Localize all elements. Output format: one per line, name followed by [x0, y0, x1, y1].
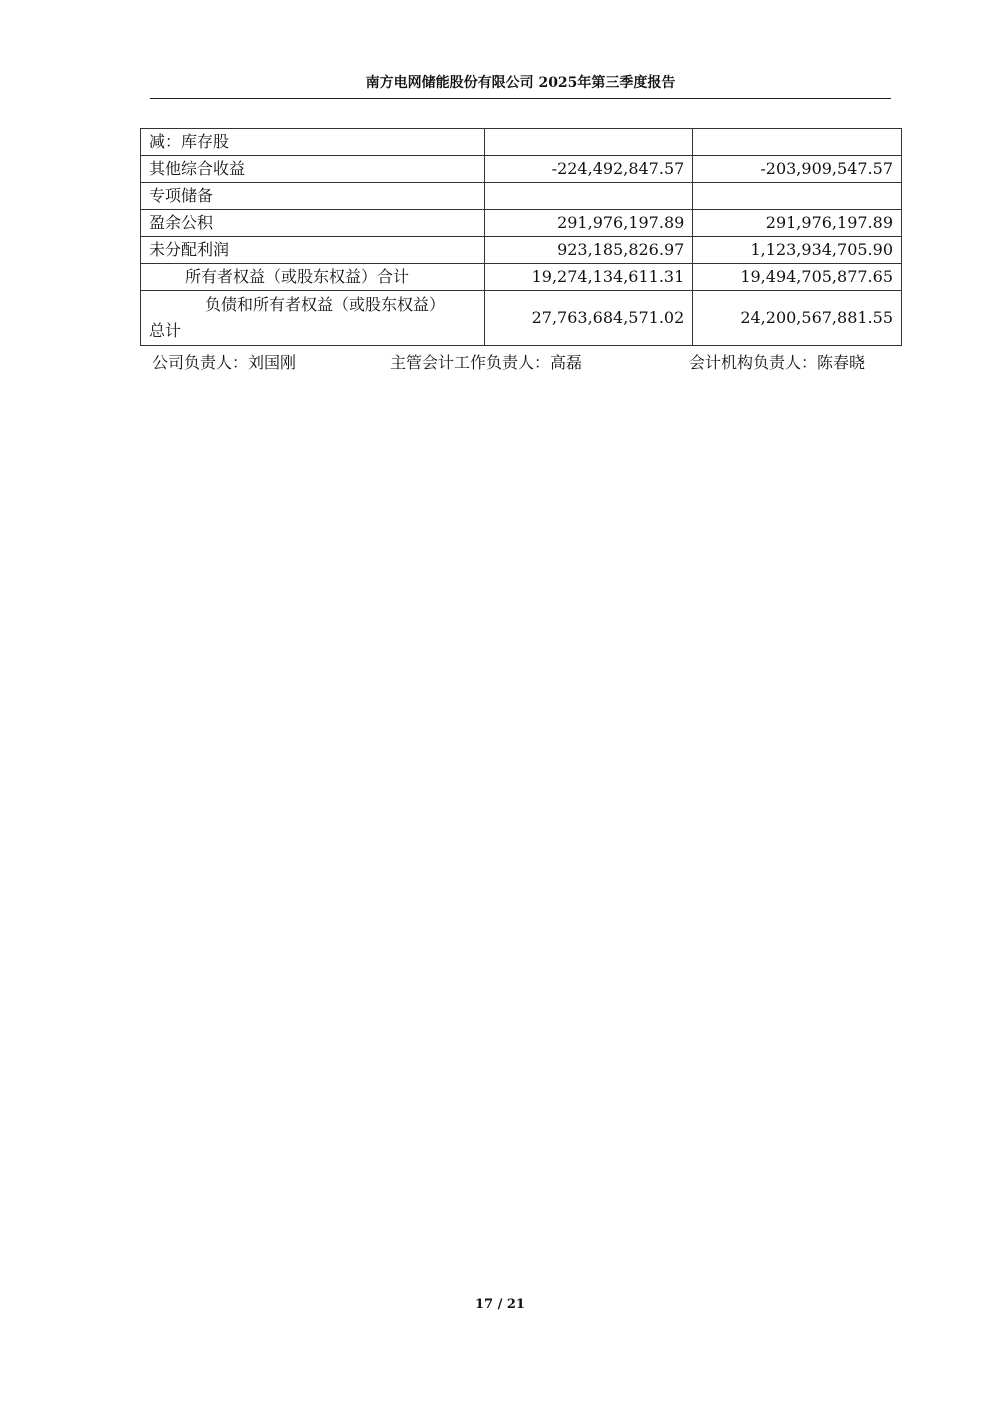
- row-label: 减：库存股: [141, 129, 485, 156]
- previous-period-value: 19,494,705,877.65: [693, 264, 902, 291]
- table-row: [141, 264, 902, 291]
- current-period-value: 27,763,684,571.02: [484, 291, 693, 346]
- accounting-head-signature: 主管会计工作负责人：高磊: [390, 353, 583, 372]
- current-period-value: [484, 129, 693, 156]
- current-period-value: 923,185,826.97: [484, 237, 693, 264]
- previous-period-value: 1,123,934,705.90: [693, 237, 902, 264]
- row-label: 盈余公积: [141, 210, 485, 237]
- row-label: [141, 291, 485, 346]
- table-row: [141, 210, 902, 237]
- balance-sheet-table: [140, 128, 902, 346]
- row-label: 其他综合收益: [141, 156, 485, 183]
- table-row: [141, 291, 902, 346]
- table-row: [141, 237, 902, 264]
- previous-period-value: 291,976,197.89: [693, 210, 902, 237]
- current-period-value: -224,492,847.57: [484, 156, 693, 183]
- previous-period-value: [693, 183, 902, 210]
- current-period-value: 19,274,134,611.31: [484, 264, 693, 291]
- accounting-org-head-signature: 会计机构负责人：陈春晓: [689, 353, 866, 372]
- row-label-line2: 总计: [149, 321, 182, 340]
- row-label: 所有者权益（或股东权益）合计: [141, 264, 485, 291]
- company-head-signature: 公司负责人：刘国刚: [152, 353, 297, 372]
- current-period-value: 291,976,197.89: [484, 210, 693, 237]
- page-header: 南方电网储能股份有限公司 2025年第三季度报告: [150, 72, 891, 99]
- row-label-line1: 负债和所有者权益（或股东权益）: [205, 295, 446, 314]
- previous-period-value: 24,200,567,881.55: [693, 291, 902, 346]
- previous-period-value: -203,909,547.57: [693, 156, 902, 183]
- row-label: 专项储备: [141, 183, 485, 210]
- page-number: 17 / 21: [475, 1297, 525, 1312]
- row-label: 未分配利润: [141, 237, 485, 264]
- previous-period-value: [693, 129, 902, 156]
- table-row: [141, 129, 902, 156]
- table-row: [141, 183, 902, 210]
- table-row: [141, 156, 902, 183]
- current-period-value: [484, 183, 693, 210]
